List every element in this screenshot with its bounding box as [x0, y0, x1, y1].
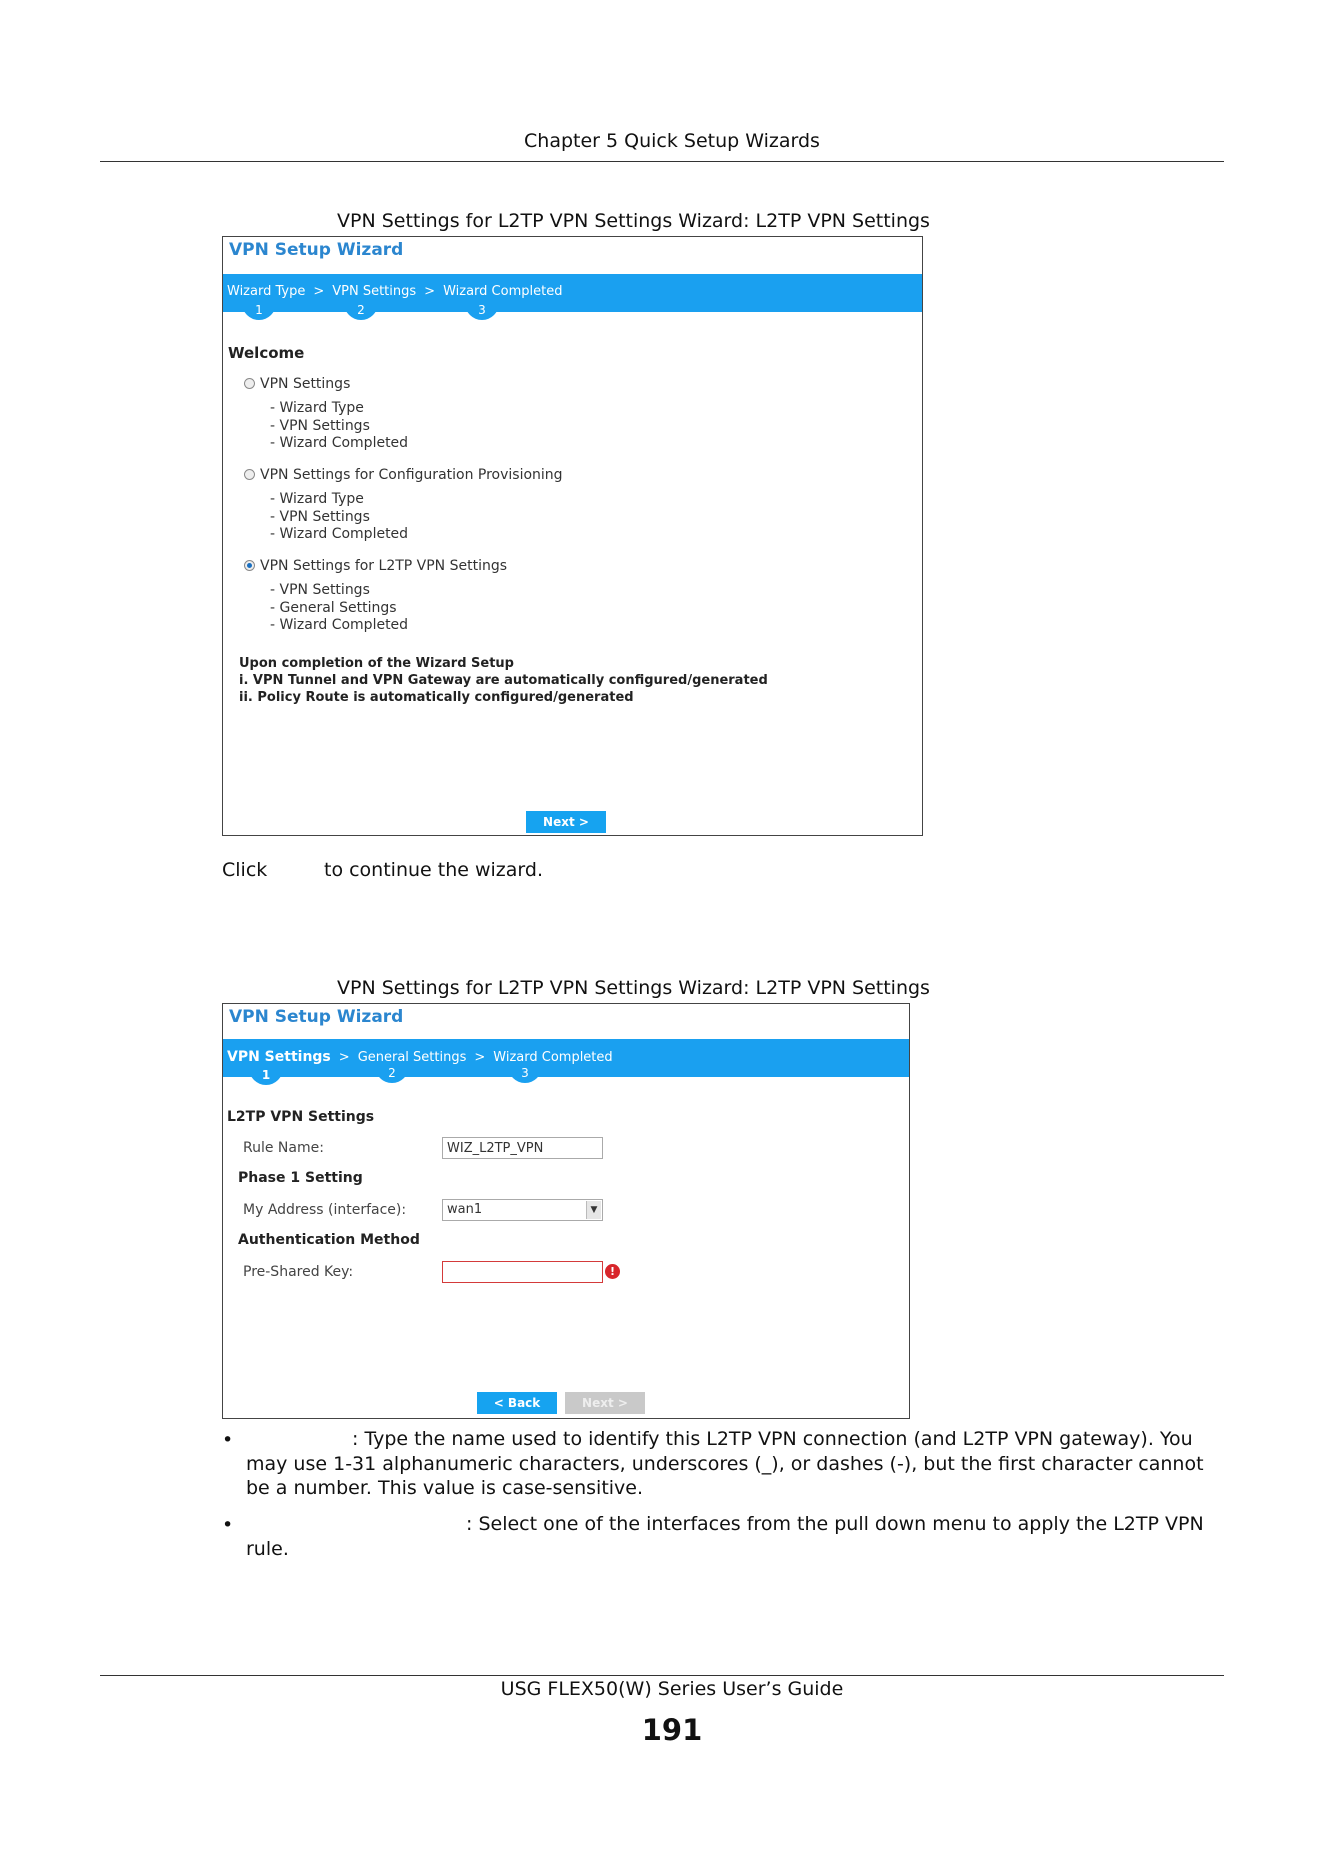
phase1-title: Phase 1 Setting: [238, 1170, 363, 1186]
bullet-my-address: [246, 1512, 1226, 1561]
wizard-title: VPN Setup Wizard: [229, 1007, 404, 1027]
error-icon: !: [605, 1264, 620, 1279]
header-rule: [100, 161, 1224, 162]
radio-button[interactable]: [244, 378, 255, 389]
bullet-icon: •: [222, 1514, 234, 1536]
bullet-line: be a number. This value is case-sensitive.: [246, 1477, 644, 1499]
wizard-l2tp-settings: [222, 1003, 910, 1419]
step-number-1: 1: [242, 302, 276, 320]
auth-title: Authentication Method: [238, 1232, 420, 1248]
rule-name-input[interactable]: [442, 1137, 603, 1159]
option-steps-list: - Wizard Type - VPN Settings - Wizard Completed: [270, 491, 409, 542]
step-number-1: 1: [249, 1067, 283, 1085]
step-number-3: 3: [508, 1065, 542, 1083]
bullet-line: : Type the name used to identify this L2TP VPN connection (and L2TP VPN gateway). You: [352, 1428, 1193, 1450]
figure2-caption: VPN Settings for L2TP VPN Settings Wizard: L2TP VPN Settings: [337, 977, 930, 999]
my-address-label: My Address (interface):: [243, 1202, 407, 1218]
rule-name-label: Rule Name:: [243, 1140, 324, 1156]
footer-guide: USG FLEX50(W) Series User’s Guide: [500, 1678, 844, 1700]
back-button[interactable]: < Back: [477, 1392, 557, 1414]
step-number-3: 3: [465, 302, 499, 320]
wizard-breadcrumb: [227, 1049, 619, 1065]
option-steps-list: - Wizard Type - VPN Settings - Wizard Completed: [270, 400, 409, 451]
step-number-2: 2: [344, 302, 378, 320]
wizard-title: VPN Setup Wizard: [229, 240, 404, 260]
bullet-line: : Select one of the interfaces from the pull down menu to apply the L2TP VPN: [466, 1513, 1204, 1535]
radio-vpn-l2tp[interactable]: VPN Settings for L2TP VPN Settings: [244, 558, 507, 574]
step-vpn-settings: VPN Settings: [227, 1049, 331, 1065]
chevron-down-icon[interactable]: ▼: [586, 1201, 601, 1219]
chevron-right-icon: >: [338, 1050, 350, 1065]
chevron-right-icon: >: [313, 284, 325, 299]
step-wizard-type: Wizard Type: [227, 284, 306, 299]
step-vpn-settings: VPN Settings: [332, 284, 417, 299]
step-wizard-completed: Wizard Completed: [493, 1050, 613, 1065]
my-address-select[interactable]: [442, 1199, 603, 1221]
chevron-right-icon: >: [424, 284, 436, 299]
footer-rule: [100, 1675, 1224, 1676]
completion-notes: Upon completion of the Wizard Setup i. VPN Tunnel and VPN Gateway are automatically configured/generated ii. Policy Route is automatically configured/generated: [239, 656, 768, 705]
chevron-right-icon: >: [474, 1050, 486, 1065]
bullet-line: rule.: [246, 1537, 289, 1560]
psk-input[interactable]: [442, 1261, 603, 1283]
psk-label: Pre-Shared Key:: [243, 1264, 354, 1280]
chapter-header: Chapter 5 Quick Setup Wizards: [524, 130, 820, 152]
next-button[interactable]: Next >: [526, 811, 606, 833]
step-general-settings: General Settings: [357, 1050, 467, 1065]
step-number-2: 2: [375, 1065, 409, 1083]
radio-vpn-config-provisioning[interactable]: VPN Settings for Configuration Provisioning: [244, 467, 563, 483]
figure1-caption: VPN Settings for L2TP VPN Settings Wizard: L2TP VPN Settings: [337, 210, 930, 232]
bullet-line: may use 1-31 alphanumeric characters, underscores (_), or dashes (-), but the first character cannot: [246, 1452, 1204, 1475]
my-address-value: wan1: [447, 1202, 483, 1217]
radio-button-selected[interactable]: [244, 560, 255, 571]
bullet-rule-name: [246, 1427, 1226, 1501]
radio-button[interactable]: [244, 469, 255, 480]
next-button-disabled[interactable]: Next >: [565, 1392, 645, 1414]
wizard-step-bar: [223, 274, 922, 312]
section-title: Welcome: [228, 344, 305, 362]
section-title: L2TP VPN Settings: [227, 1109, 375, 1125]
wizard-step-bar: [223, 1039, 909, 1077]
radio-vpn-settings[interactable]: VPN Settings: [244, 376, 350, 392]
instruction-text: to continue the wizard.: [324, 859, 544, 881]
instruction-click: Click: [222, 859, 268, 881]
bullet-icon: •: [222, 1429, 234, 1451]
wizard-breadcrumb: [227, 284, 568, 299]
wizard-welcome: [222, 236, 923, 836]
option-steps-list: - VPN Settings - General Settings - Wizard Completed: [270, 582, 409, 633]
page-number: 191: [641, 1713, 703, 1747]
step-wizard-completed: Wizard Completed: [443, 284, 563, 299]
